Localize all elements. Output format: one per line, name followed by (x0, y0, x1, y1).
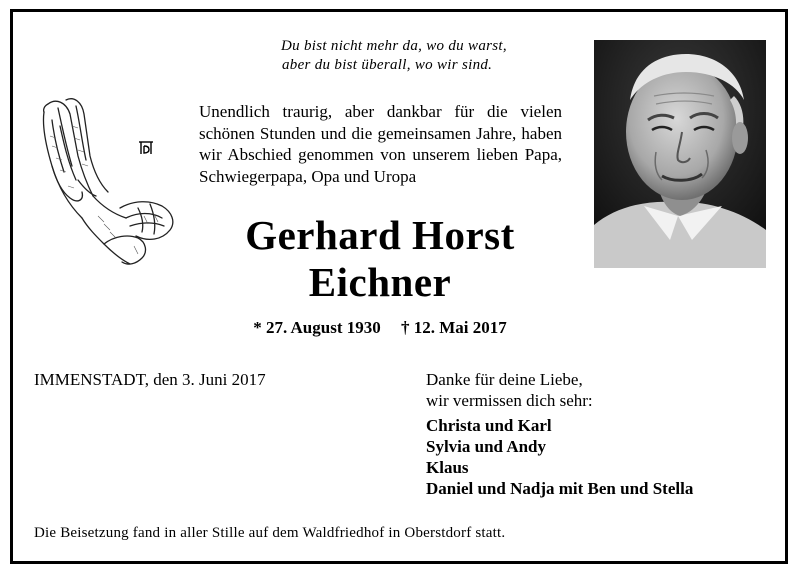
intro-text: Unendlich traurig, aber dankbar für die vielen schönen Stunden und die gemeinsamen Jahre, haben wir Abschied genommen von unserem lieben Papa, Schwiegerpapa, Opa und Uropa (199, 102, 562, 186)
family-member: Daniel und Nadja mit Ben und Stella (426, 479, 694, 498)
thanks-line-1: Danke für deine Liebe, (426, 370, 583, 389)
life-dates (190, 318, 570, 338)
family-member: Christa und Karl (426, 416, 552, 435)
thanks-text (426, 370, 593, 411)
burial-note: Die Beisetzung fand in aller Stille auf dem Waldfriedhof in Oberstdorf statt. (34, 525, 506, 541)
deceased-name (190, 212, 570, 306)
family-list (426, 415, 693, 499)
place-and-date: IMMENSTADT, den 3. Juni 2017 (34, 370, 266, 389)
birth-date: * 27. August 1930 (253, 318, 381, 337)
quote-line-2: aber du bist überall, wo wir sind. (282, 57, 493, 73)
deceased-first-names: Gerhard Horst (245, 212, 515, 258)
family-member: Klaus (426, 458, 469, 477)
death-date: † 12. Mai 2017 (401, 318, 507, 337)
monogram-icon (137, 138, 155, 156)
portrait-image (594, 40, 766, 268)
family-member: Sylvia und Andy (426, 437, 547, 456)
memorial-quote (281, 37, 571, 75)
praying-hands-icon (38, 96, 178, 268)
thanks-line-2: wir vermissen dich sehr: (426, 390, 593, 410)
portrait-photo (594, 40, 766, 268)
quote-line-1: Du bist nicht mehr da, wo du warst, (281, 38, 507, 54)
deceased-surname: Eichner (308, 259, 452, 305)
